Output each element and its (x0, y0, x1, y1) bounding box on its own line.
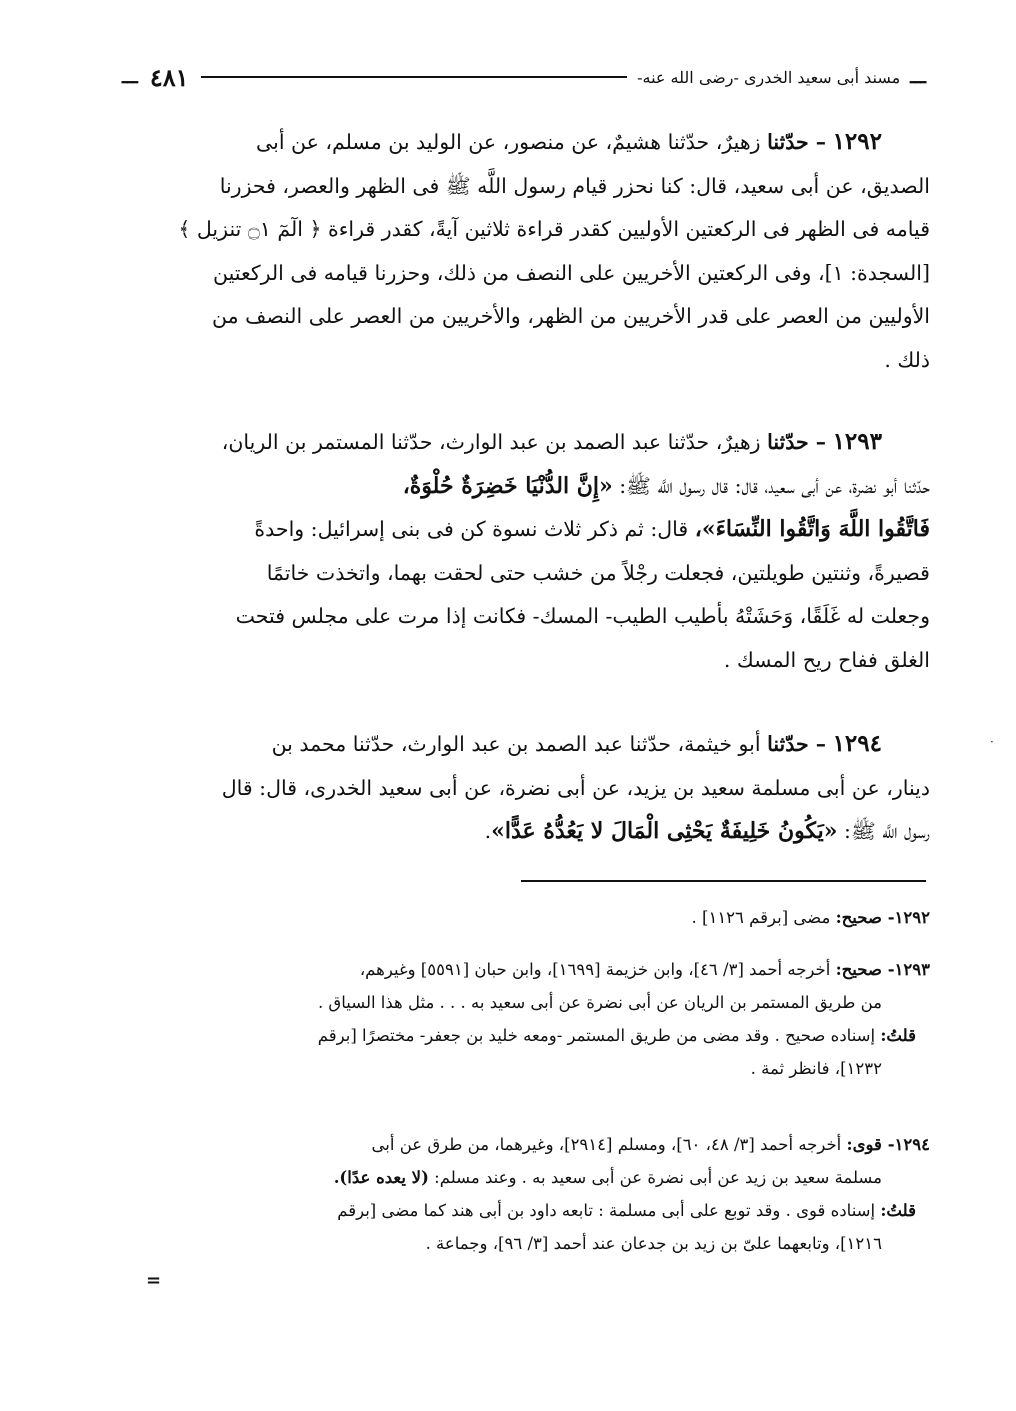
footnote-quote: (لا يعده عدًا). (333, 1168, 429, 1187)
prophetic-quote: فَاتَّقُوا اللَّهَ وَاتَّقُوا النِّسَاءَ»، (694, 516, 930, 542)
header-title: مسند أبى سعيد الخدرى -رضى الله عنه- (637, 67, 901, 87)
footnote-text: مسلمة سعيد بن زيد عن أبى نضرة عن أبى سعيد به . وعند مسلم: (434, 1168, 882, 1187)
footnote-1292 (112, 901, 930, 934)
hadith-line (100, 120, 930, 165)
footnote-line: من طريق المستمر بن الريان عن أبى نضرة عن أبى سعيد به . . . مثل هذا السياق . (317, 993, 882, 1012)
footnote-rule (521, 880, 926, 882)
prophetic-quote: «إِنَّ الدُّنْيَا خَضِرَةٌ حُلْوَةٌ، (402, 472, 613, 499)
footnote-1294 (112, 1128, 930, 1260)
footnote-text: أخرجه أحمد [٣/ ٤٨، ٦٠]، ومسلم [٢٩١٤]، وغيرهما، من طرق عن أبى (371, 1135, 842, 1154)
header-rule (201, 76, 628, 78)
hadith-line: قصيرةً، وثنتين طويلتين، فجعلت رجْلاً من خشب حتى لحقت بهما، واتخذت خاتمًا (266, 560, 930, 585)
hadith-text: قال: ثم ذكر ثلاث نسوة كن فى بنى إسرائيل: واحدةً (254, 517, 689, 541)
header-dash-left: ـــ (122, 66, 138, 88)
hadith-text: . (484, 819, 492, 843)
hadith-line: وجعلت له غَلَقًا، وَحَشَتْهُ بأطيب الطيب- المسك- فكانت إذا مرت على مجلس فتحت (235, 604, 930, 628)
hadith-line: دينار، عن أبى مسلمة سعيد بن يزيد، عن أبى نضرة، عن أبى سعيد الخدرى، قال: قال (221, 775, 930, 800)
hadith-opener: – حدّثنا (767, 130, 827, 154)
footnote-line (112, 1161, 930, 1194)
header-dash-right: ـــ (910, 66, 926, 88)
hadith-text: رسول اللَّه ﷺ: (844, 819, 930, 843)
footnote-line (112, 1128, 930, 1161)
note-text: إسناده صحيح . وقد مضى من طريق المستمر -ومعه خليد بن جعفر- مختصرًا [برقم (317, 1026, 876, 1045)
hadith-opener: – حدّثنا (767, 732, 827, 756)
hadith-1292 (100, 120, 930, 382)
prophetic-quote: «يَكُونُ خَلِيفَةٌ يَحْثِى الْمَالَ لا يَعُدُّهُ عَدًّا» (491, 818, 838, 844)
note-label: قلتُ: (880, 1201, 916, 1220)
note-text: إسناده قوى . وقد توبع على أبى مسلمة : تابعه داود بن أبى هند كما مضى [برقم (337, 1201, 876, 1220)
hadith-line (100, 810, 930, 854)
hadith-line (100, 722, 930, 767)
hadith-text: حدّثنا أبو نضرة، عن أبى سعيد، قال: قال رسول اللَّه ﷺ: (619, 473, 930, 498)
footnote-note (112, 1194, 930, 1260)
hadith-text: زهيرٌ، حدّثنا عبد الصمد بن عبد الوارث، حدّثنا المستمر بن الريان، (221, 430, 761, 454)
footnote-text: أخرجه أحمد [٣/ ٤٦]، وابن خزيمة [١٦٩٩]، وابن حبان [٥٥٩١] وغيرهم، (359, 960, 831, 979)
note-label: قلتُ: (880, 1026, 916, 1045)
hadith-line (100, 508, 930, 552)
footnote-1293 (112, 953, 930, 1085)
hadith-number: ١٢٩٣ (832, 428, 882, 455)
hadith-line: الصديق، عن أبى سعيد، قال: كنا نحزر قيام رسول اللَّه ﷺ فى الظهر والعصر، فحزرنا (219, 173, 930, 198)
hadith-text: أبو خيثمة، حدّثنا عبد الصمد بن عبد الوارث، حدّثنا محمد بن (271, 732, 761, 756)
footnote-label: ١٢٩٢- صحيح: (835, 908, 930, 927)
footnote-text: مضى [برقم ١١٢٦] . (691, 908, 831, 927)
footnote-label: ١٢٩٤- قوى: (846, 1135, 930, 1154)
footnote-label: ١٢٩٣- صحيح: (835, 960, 930, 979)
hadith-line (100, 420, 930, 465)
hadith-text: زهيرٌ، حدّثنا هشيمٌ، عن منصور، عن الوليد بن مسلم، عن أبى (256, 130, 761, 154)
hadith-opener: – حدّثنا (767, 430, 827, 454)
hadith-line: الغلق ففاح ريح المسك . (723, 647, 930, 672)
hadith-1294 (100, 722, 930, 854)
hadith-line: ذلك . (884, 347, 930, 372)
hadith-number: ١٢٩٤ (832, 730, 882, 757)
hadith-line: قيامه فى الظهر فى الركعتين الأوليين كقدر قراءة ثلاثين آيةً، كقدر قراءة ﴿ الٓمٓ ۝١ تنزيل ﴾ (178, 217, 930, 241)
hadith-number: ١٢٩٢ (832, 128, 882, 155)
page-number: ٤٨١ (149, 62, 189, 92)
footnote-note (112, 1019, 930, 1085)
hadith-1293 (100, 420, 930, 682)
running-header (118, 62, 930, 92)
note-line: ١٢١٦]، وتابعهما علىّ بن زيد بن جدعان عند أحمد [٣/ ٩٦]، وجماعة . (425, 1234, 882, 1253)
hadith-line (100, 465, 930, 509)
hadith-line: الأوليين من العصر على قدر الأخريين من الظهر، والأخريين من العصر على النصف من (212, 304, 930, 328)
note-line: ١٢٣٢]، فانظر ثمة . (750, 1059, 882, 1078)
continuation-mark: = (146, 1270, 162, 1291)
margin-mark: · (990, 735, 994, 749)
hadith-line: [السجدة: ١]، وفى الركعتين الأخريين على النصف من ذلك، وحزرنا قيامه فى الركعتين (212, 260, 930, 285)
footnote-line (112, 953, 930, 986)
